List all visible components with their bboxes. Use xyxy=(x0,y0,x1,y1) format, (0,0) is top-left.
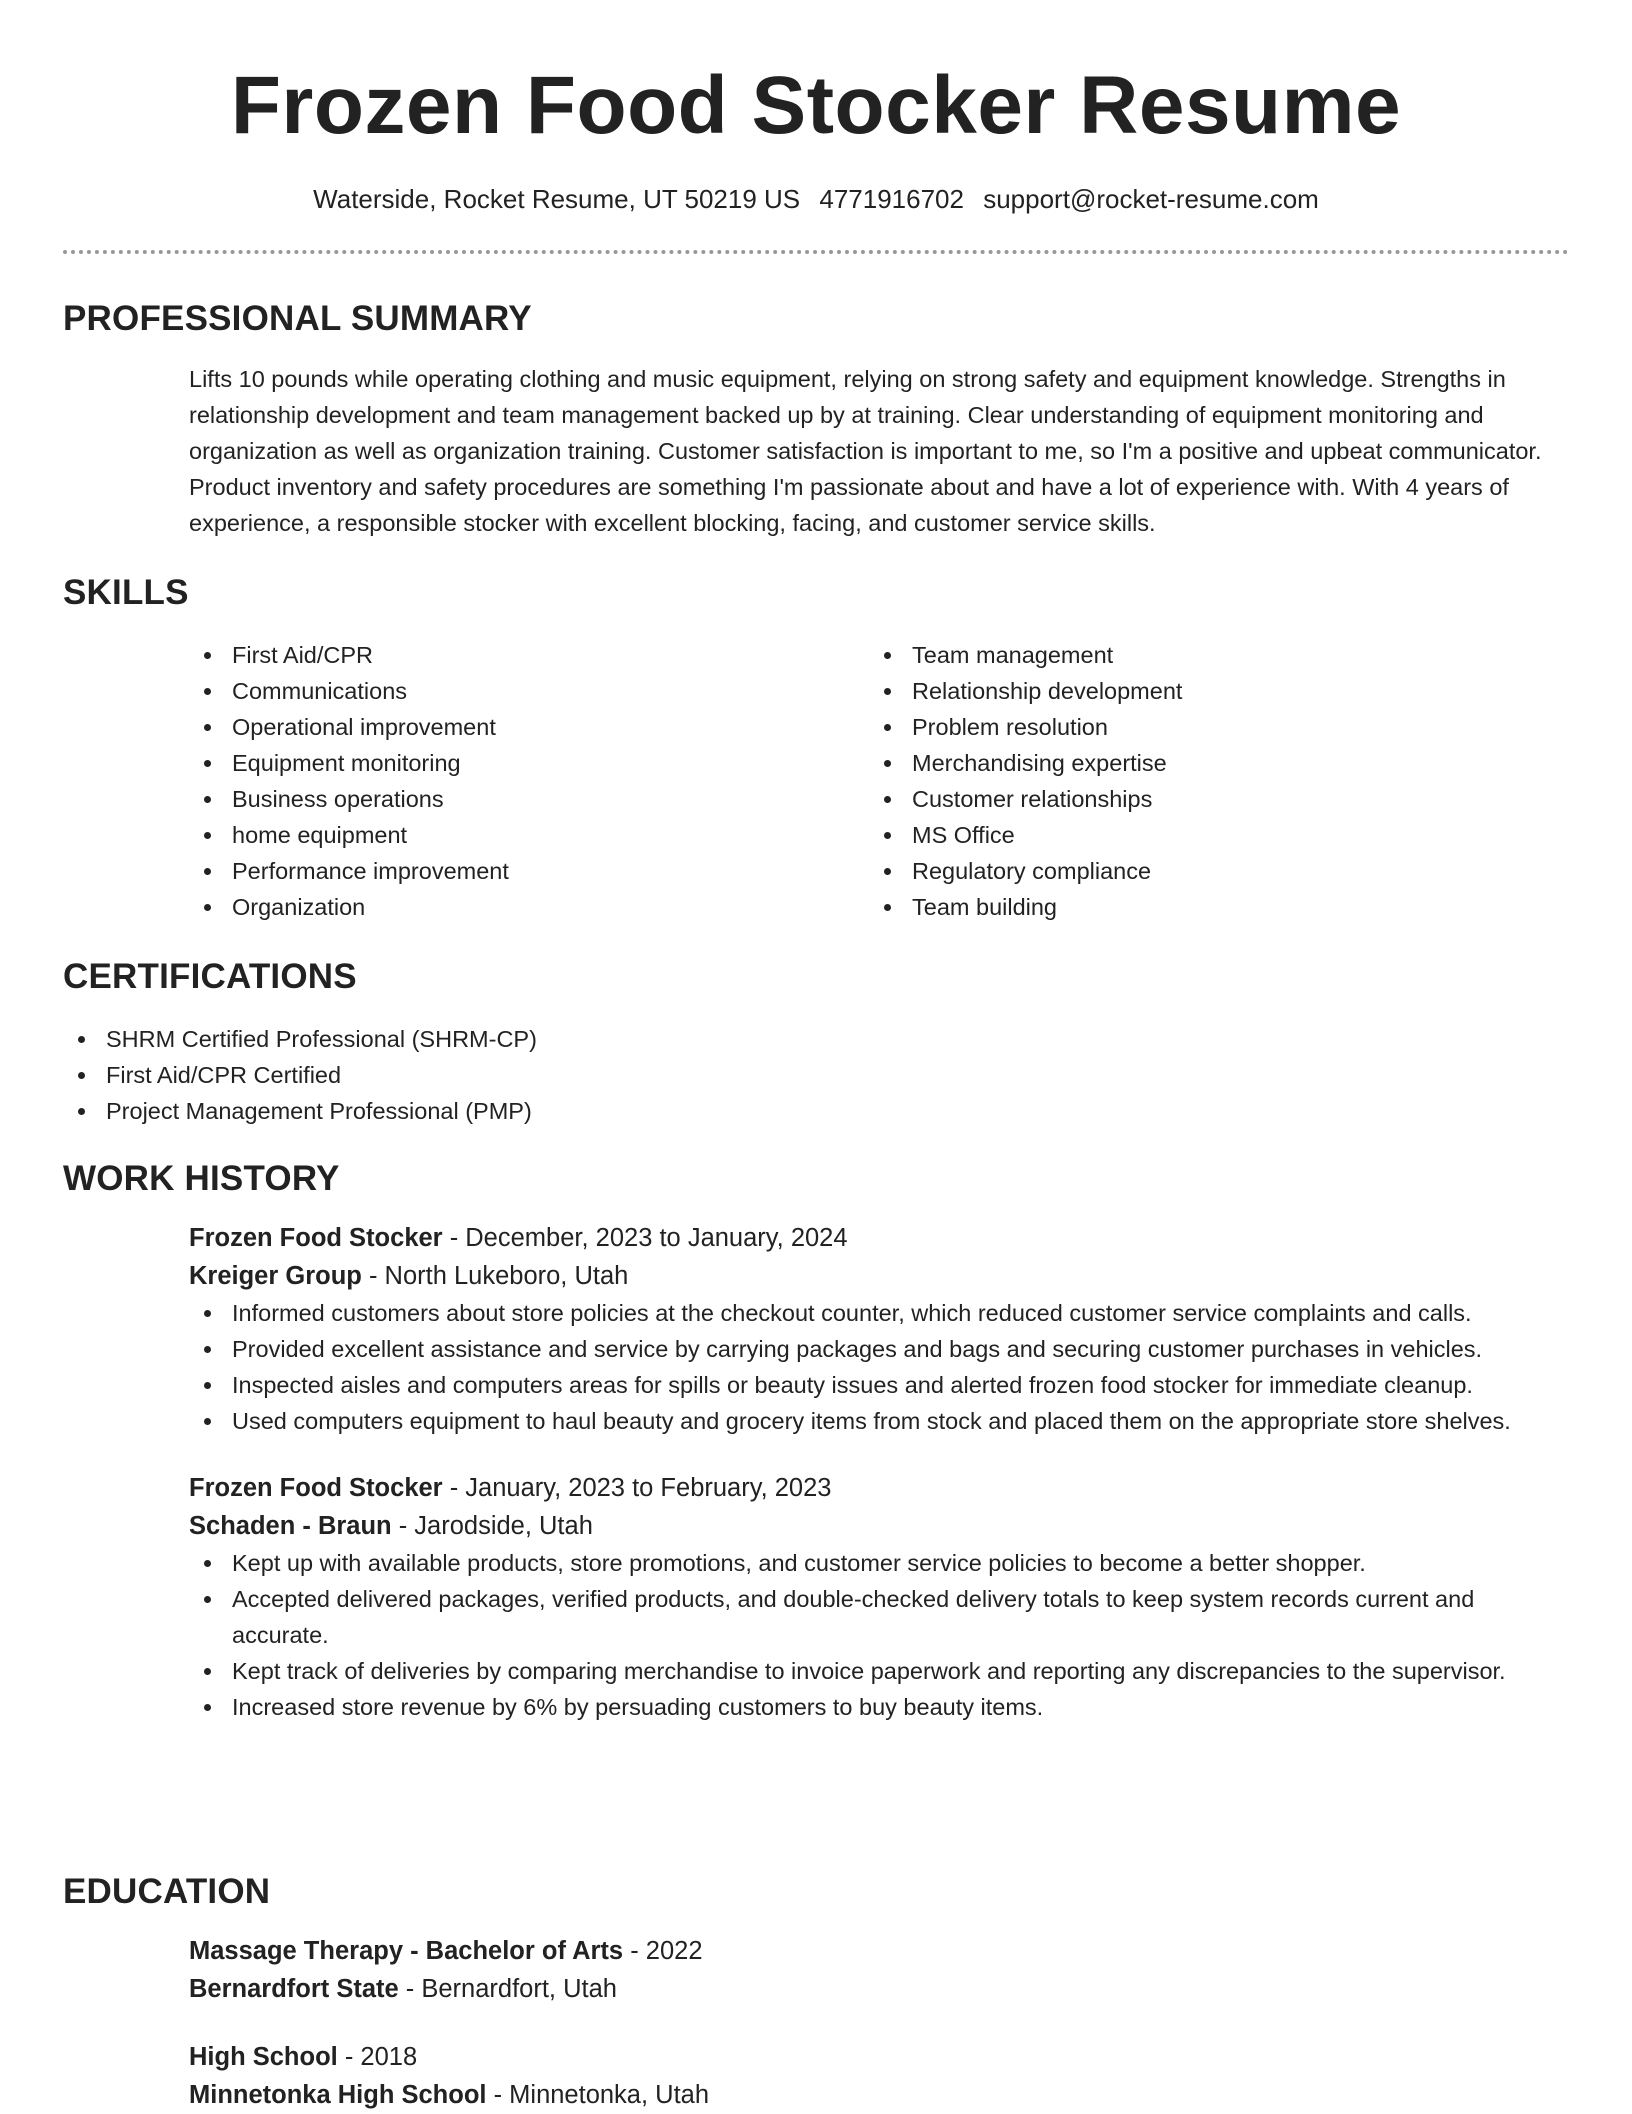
job-duty: Accepted delivered packages, verified products, and double-checked delivery totals to keep system records current and accurate. xyxy=(189,1581,1569,1653)
education-school: Bernardfort State xyxy=(189,1975,399,2003)
education-year: - 2022 xyxy=(623,1937,703,1965)
job-company-line xyxy=(189,1257,1569,1295)
skill-item: First Aid/CPR xyxy=(189,637,869,673)
education-school-line xyxy=(189,2076,1569,2114)
education-degree-line xyxy=(189,2038,1569,2076)
skill-item: Merchandising expertise xyxy=(869,745,1549,781)
skills-list-right xyxy=(869,637,1549,925)
skill-item: Problem resolution xyxy=(869,709,1549,745)
skills-list-left xyxy=(189,637,869,925)
certification-item: SHRM Certified Professional (SHRM-CP) xyxy=(63,1021,1443,1057)
contact-email: support@rocket-resume.com xyxy=(983,184,1319,214)
job-entry xyxy=(189,1469,1569,1725)
skills-section xyxy=(63,571,1569,925)
education-school-line xyxy=(189,1970,1569,2008)
job-title-line xyxy=(189,1219,1569,1257)
certification-item: First Aid/CPR Certified xyxy=(63,1057,1443,1093)
education-degree: Massage Therapy - Bachelor of Arts xyxy=(189,1937,624,1965)
job-company-line xyxy=(189,1507,1569,1545)
summary-heading: PROFESSIONAL SUMMARY xyxy=(63,299,532,338)
job-duties-list xyxy=(189,1295,1569,1439)
education-degree: High School xyxy=(189,2043,338,2071)
skill-item: Regulatory compliance xyxy=(869,853,1549,889)
skill-item: Organization xyxy=(189,889,869,925)
skill-item: Business operations xyxy=(189,781,869,817)
skill-item: Communications xyxy=(189,673,869,709)
certifications-list xyxy=(63,1021,1443,1129)
resume-title: Frozen Food Stocker Resume xyxy=(230,60,1402,151)
education-school: Minnetonka High School xyxy=(189,2081,487,2109)
job-role: Frozen Food Stocker xyxy=(189,1474,443,1502)
work-history-heading: WORK HISTORY xyxy=(63,1159,340,1198)
skill-item: Operational improvement xyxy=(189,709,869,745)
job-duty: Kept up with available products, store promotions, and customer service policies to become a better shopper. xyxy=(189,1545,1569,1581)
skill-item: Relationship development xyxy=(869,673,1549,709)
job-company: Schaden - Braun xyxy=(189,1512,392,1540)
job-duty: Inspected aisles and computers areas for spills or beauty issues and alerted frozen food stocker for immediate cleanup. xyxy=(189,1367,1569,1403)
skills-heading: SKILLS xyxy=(63,573,189,612)
certifications-heading: CERTIFICATIONS xyxy=(63,957,357,996)
education-entry xyxy=(189,1932,1569,2008)
education-section xyxy=(63,1870,1569,2114)
job-entry xyxy=(189,1219,1569,1439)
certifications-section xyxy=(63,955,1569,1129)
education-entry xyxy=(189,2038,1569,2114)
contact-line xyxy=(0,182,1632,216)
education-heading: EDUCATION xyxy=(63,1872,271,1911)
skill-item: Customer relationships xyxy=(869,781,1549,817)
job-location: - North Lukeboro, Utah xyxy=(361,1262,629,1290)
header-divider xyxy=(63,250,1569,254)
job-role: Frozen Food Stocker xyxy=(189,1224,443,1252)
education-location: - Bernardfort, Utah xyxy=(398,1975,617,2003)
contact-address: Waterside, Rocket Resume, UT 50219 US xyxy=(313,184,801,214)
job-duties-list xyxy=(189,1545,1569,1725)
work-history-section xyxy=(63,1157,1569,1725)
job-dates: - January, 2023 to February, 2023 xyxy=(442,1474,832,1502)
contact-phone: 4771916702 xyxy=(819,184,964,214)
job-duty: Kept track of deliveries by comparing merchandise to invoice paperwork and reporting any discrepancies to the supervisor. xyxy=(189,1653,1569,1689)
job-duty: Informed customers about store policies at the checkout counter, which reduced customer service complaints and calls. xyxy=(189,1295,1569,1331)
skill-item: Equipment monitoring xyxy=(189,745,869,781)
skill-item: Performance improvement xyxy=(189,853,869,889)
skills-columns xyxy=(189,637,1569,925)
skill-item: home equipment xyxy=(189,817,869,853)
education-location: - Minnetonka, Utah xyxy=(486,2081,710,2109)
job-location: - Jarodside, Utah xyxy=(391,1512,593,1540)
skill-item: Team management xyxy=(869,637,1549,673)
summary-section xyxy=(63,297,1569,541)
job-duty: Provided excellent assistance and service by carrying packages and bags and securing customer purchases in vehicles. xyxy=(189,1331,1569,1367)
skill-item: MS Office xyxy=(869,817,1549,853)
education-year: - 2018 xyxy=(337,2043,418,2071)
education-degree-line xyxy=(189,1932,1569,1970)
job-company: Kreiger Group xyxy=(189,1262,362,1290)
summary-text: Lifts 10 pounds while operating clothing and music equipment, relying on strong safety and equipment knowledge. Strengths in relationship development and team management backed up by at training. Clear understanding of equipment monitoring and organization as well as organization training. Customer satisfaction is important to me, so I'm a positive and upbeat communicator. Product inventory and safety procedures are something I'm passionate about and have a lot of experience with. With 4 years of experience, a responsible stocker with excellent blocking, facing, and customer service skills. xyxy=(189,366,1542,536)
certification-item: Project Management Professional (PMP) xyxy=(63,1093,1443,1129)
skill-item: Team building xyxy=(869,889,1549,925)
job-duty: Used computers equipment to haul beauty and grocery items from stock and placed them on the appropriate store shelves. xyxy=(189,1403,1569,1439)
job-duty: Increased store revenue by 6% by persuading customers to buy beauty items. xyxy=(189,1689,1569,1725)
job-dates: - December, 2023 to January, 2024 xyxy=(442,1224,848,1252)
job-title-line xyxy=(189,1469,1569,1507)
